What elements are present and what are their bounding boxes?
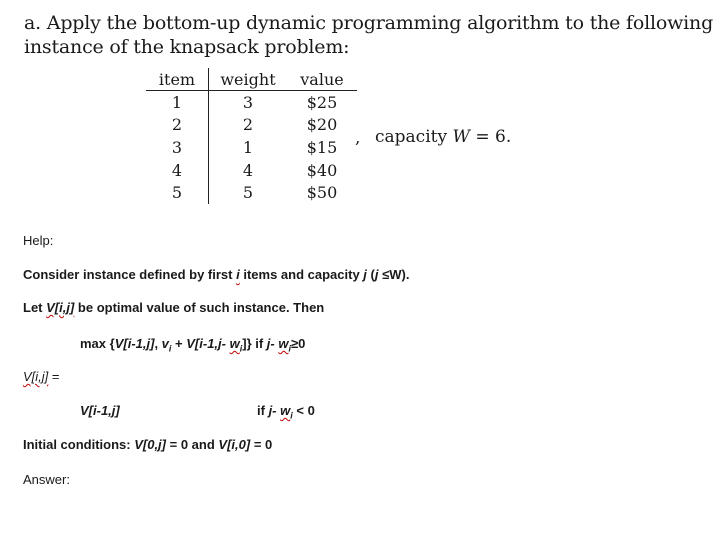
capacity-text — [375, 127, 511, 147]
recurrence-case-2: V[i-1,j] — [80, 403, 120, 418]
capacity-var: W — [452, 127, 470, 147]
consider-line: Consider instance defined by first i items and capacity j (j ≤W). — [23, 267, 410, 282]
table-row — [146, 159, 357, 182]
header-weight: weight — [209, 68, 288, 91]
table-row — [146, 114, 357, 137]
cell-value: $25 — [306, 92, 338, 112]
cell-item: 4 — [146, 159, 209, 182]
question-line-2: instance of the knapsack problem: — [24, 36, 350, 58]
header-item: item — [146, 68, 209, 91]
cell-weight: 3 — [242, 92, 254, 112]
table-row — [146, 136, 357, 159]
cell-value: $40 — [306, 160, 338, 180]
cell-value: $15 — [306, 137, 338, 157]
cell-item: 5 — [146, 181, 209, 204]
knapsack-table — [146, 68, 357, 204]
cell-weight: 1 — [242, 137, 254, 157]
header-value: value — [287, 68, 357, 91]
cell-weight: 2 — [242, 115, 254, 135]
capacity-comma: , — [355, 128, 361, 148]
cell-item: 3 — [146, 136, 209, 159]
table-header-row — [146, 68, 357, 91]
cell-value: $50 — [306, 183, 338, 203]
capacity-prefix: capacity — [375, 127, 453, 147]
capacity-suffix: = 6. — [469, 127, 512, 147]
question-line-1: a. Apply the bottom-up dynamic programming algorithm to the following — [24, 12, 713, 34]
recurrence-case-2-condition: if j- $w_i < 0$ — [257, 403, 315, 421]
cell-weight: 4 — [242, 160, 254, 180]
recurrence-case-1: max {V[i-1,j], $v_i + V[i-1,j-$ $w_i$]} if j- $w_i\ge 0$ — [80, 336, 306, 354]
cell-item: 1 — [146, 91, 209, 114]
table-row — [146, 181, 357, 204]
cell-weight: 5 — [242, 183, 254, 203]
let-line: Let V[i,j] be optimal value of such instance. Then — [23, 300, 325, 315]
help-label: Help: — [23, 233, 54, 248]
recurrence-lhs: V[i,j] = — [23, 369, 60, 384]
answer-label: Answer: — [23, 472, 70, 487]
cell-item: 2 — [146, 114, 209, 137]
table-row — [146, 91, 357, 114]
initial-conditions: Initial conditions: V[0,j] = 0 and V[i,0] = 0 — [23, 437, 273, 452]
cell-value: $20 — [306, 115, 338, 135]
